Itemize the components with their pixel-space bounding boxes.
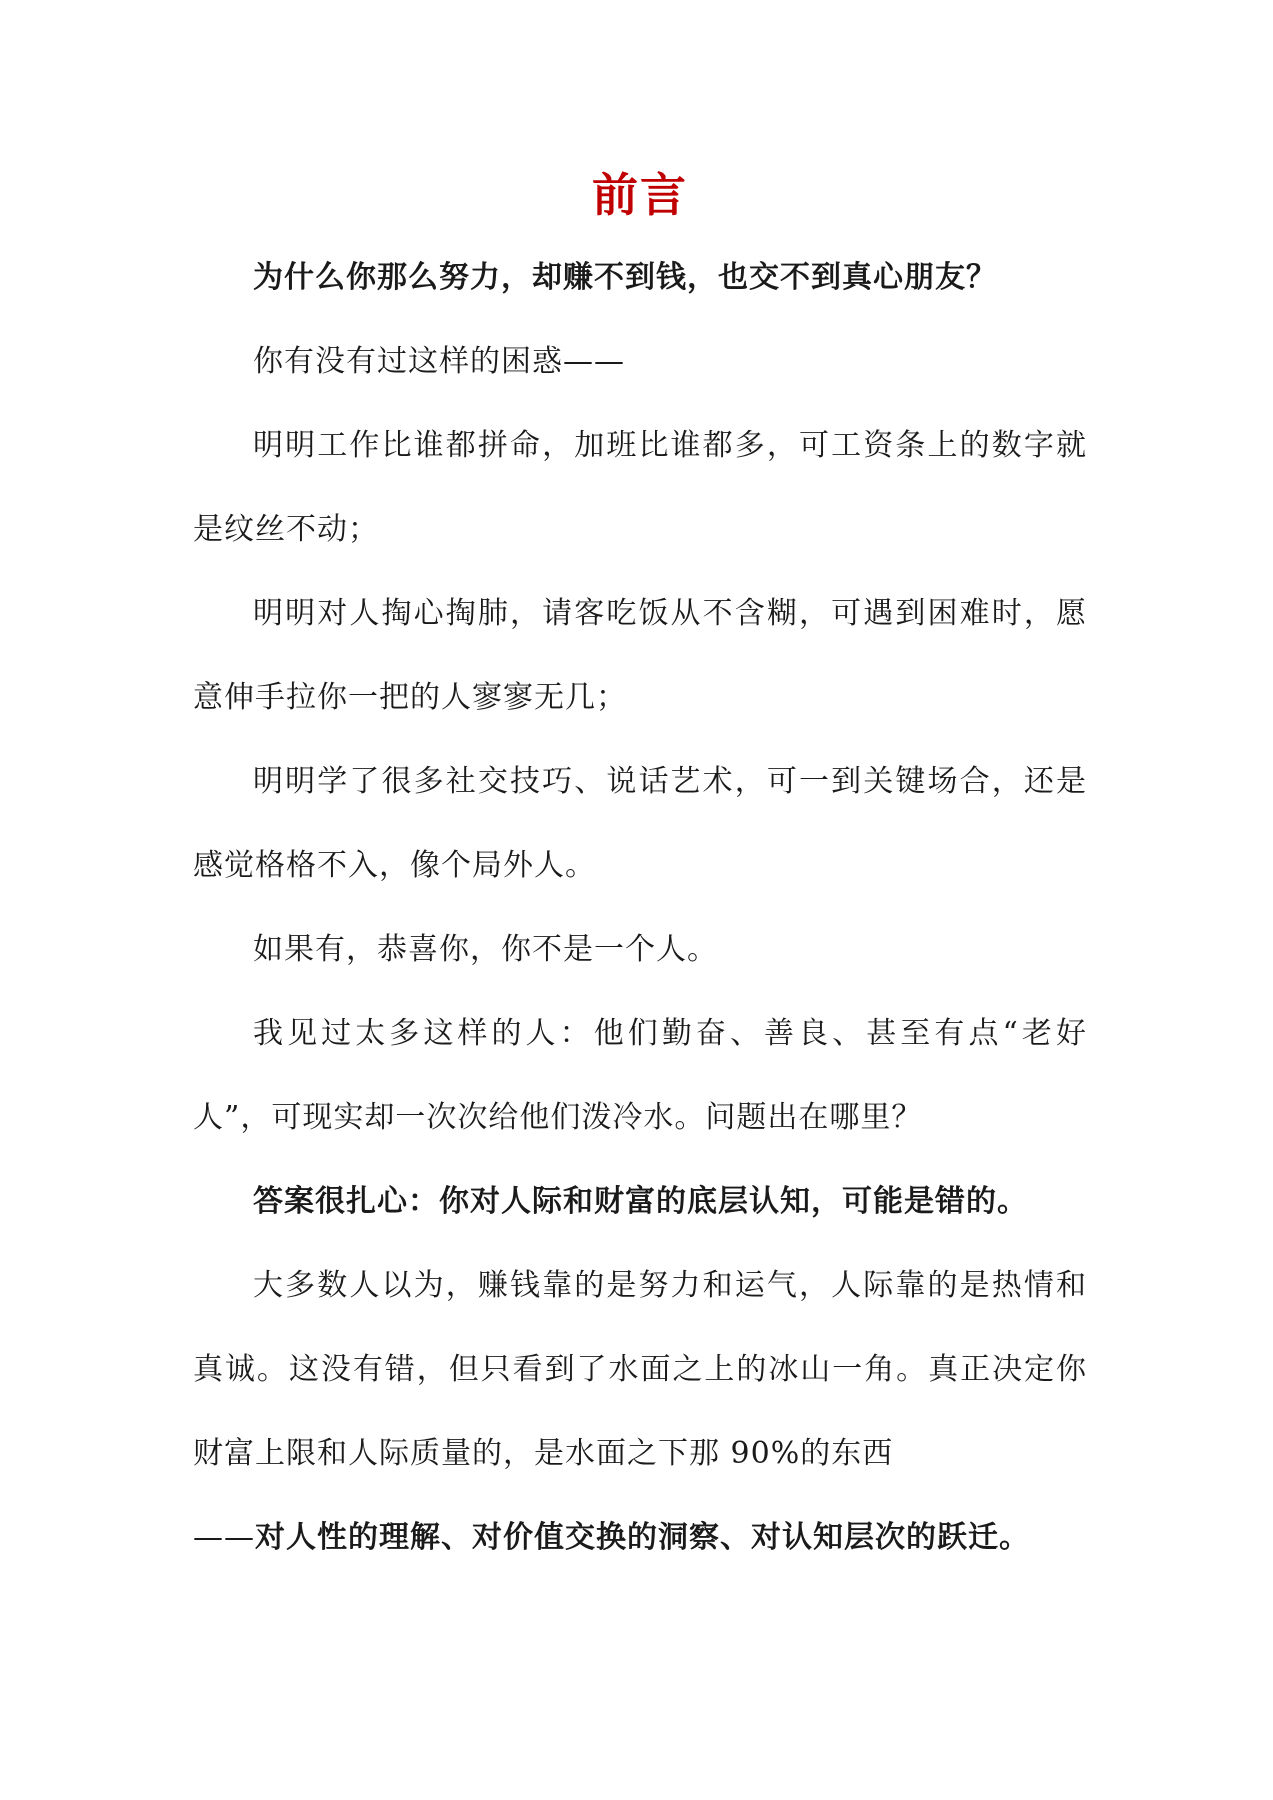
body-paragraph: 明明工作比谁都拼命，加班比谁都多，可工资条上的数字就是纹丝不动； [193,428,1087,547]
body-paragraph: 明明对人掏心掏肺，请客吃饭从不含糊，可遇到困难时，愿意伸手拉你一把的人寥寥无几； [193,596,1087,715]
body-paragraph: 大多数人以为，赚钱靠的是努力和运气，人际靠的是热情和真诚。这没有错，但只看到了水面之上的冰山一角。真正决定你财富上限和人际质量的，是水面之下那 90%的东西 [193,1268,1087,1471]
document-page [193,160,1087,1580]
closing-emphasis: 对人性的理解、对价值交换的洞察、对认知层次的跃迁。 [255,1520,1030,1555]
answer-statement: 答案很扎心：你对人际和财富的底层认知，可能是错的。 [253,1184,1028,1219]
lead-question: 为什么你那么努力，却赚不到钱，也交不到真心朋友？ [253,260,997,295]
em-dash: —— [193,1520,255,1555]
body-paragraph: 如果有，恭喜你，你不是一个人。 [253,932,718,967]
page-title: 前言 [592,168,688,222]
closing-paragraph [193,1496,1087,1580]
body-paragraph: 你有没有过这样的困惑—— [253,344,625,379]
body-paragraph: 我见过太多这样的人：他们勤奋、善良、甚至有点“老好人”，可现实却一次次给他们泼冷水。问题出在哪里？ [193,1016,1087,1135]
body-paragraph: 明明学了很多社交技巧、说话艺术，可一到关键场合，还是感觉格格不入，像个局外人。 [193,764,1087,883]
